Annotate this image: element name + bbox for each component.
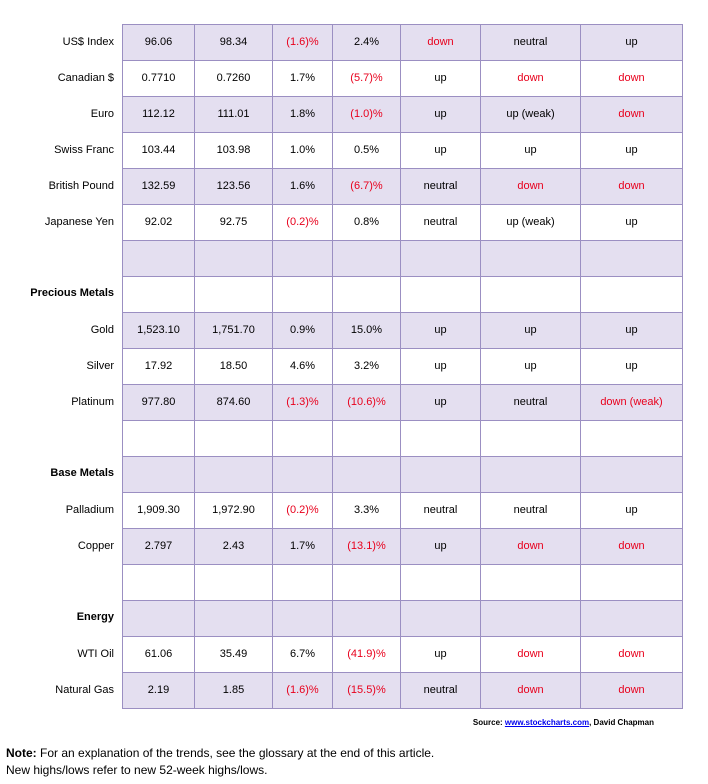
row-label: Natural Gas xyxy=(55,684,114,696)
current-value-cell: 103.44 xyxy=(122,132,194,168)
annual-change-cell: 2.4% xyxy=(332,24,400,60)
prior-value-cell: 1,972.90 xyxy=(194,492,272,528)
current-value-cell: 132.59 xyxy=(122,168,194,204)
table-row xyxy=(0,636,684,672)
section-row xyxy=(0,276,684,312)
long-trend-cell: down xyxy=(580,60,683,96)
medium-trend-cell: down xyxy=(480,60,580,96)
prior-value-cell: 98.34 xyxy=(194,24,272,60)
prior-value-cell: 92.75 xyxy=(194,204,272,240)
table-row xyxy=(0,672,684,708)
period-change-cell xyxy=(272,276,332,312)
period-change-cell: 1.7% xyxy=(272,528,332,564)
period-change-cell: (1.6)% xyxy=(272,24,332,60)
row-label xyxy=(0,240,114,276)
annual-change-cell: (13.1)% xyxy=(332,528,400,564)
row-label: Euro xyxy=(90,108,114,120)
row-divider xyxy=(122,636,683,637)
annual-change-cell: 15.0% xyxy=(332,312,400,348)
row-divider xyxy=(122,672,683,673)
row-label: Silver xyxy=(86,360,114,372)
footnote-line-2: New highs/lows refer to new 52-week highs/lows. xyxy=(6,763,268,777)
medium-trend-cell xyxy=(480,420,580,456)
table-row xyxy=(0,168,684,204)
medium-trend-cell: up xyxy=(480,312,580,348)
row-divider xyxy=(122,564,683,565)
annual-change-cell: (41.9)% xyxy=(332,636,400,672)
period-change-cell xyxy=(272,420,332,456)
row-divider xyxy=(122,312,683,313)
long-trend-cell xyxy=(580,276,683,312)
current-value-cell: 96.06 xyxy=(122,24,194,60)
long-trend-cell: up xyxy=(580,492,683,528)
annual-change-cell: (1.0)% xyxy=(332,96,400,132)
row-divider xyxy=(122,528,683,529)
annual-change-cell xyxy=(332,276,400,312)
medium-trend-cell: neutral xyxy=(480,24,580,60)
current-value-cell xyxy=(122,276,194,312)
annual-change-cell xyxy=(332,240,400,276)
short-trend-cell xyxy=(400,564,480,600)
medium-trend-cell xyxy=(480,564,580,600)
current-value-cell: 1,909.30 xyxy=(122,492,194,528)
prior-value-cell xyxy=(194,420,272,456)
prior-value-cell: 1,751.70 xyxy=(194,312,272,348)
row-divider xyxy=(122,492,683,493)
table-row xyxy=(0,492,684,528)
footnote-line-1 xyxy=(6,745,434,762)
long-trend-cell: up xyxy=(580,312,683,348)
current-value-cell: 0.7710 xyxy=(122,60,194,96)
medium-trend-cell: down xyxy=(480,672,580,708)
period-change-cell: (1.6)% xyxy=(272,672,332,708)
row-divider xyxy=(122,24,683,25)
prior-value-cell xyxy=(194,276,272,312)
row-divider xyxy=(122,132,683,133)
table-row xyxy=(0,24,684,60)
source-credit xyxy=(473,718,654,727)
row-divider xyxy=(122,348,683,349)
period-change-cell: 0.9% xyxy=(272,312,332,348)
prior-value-cell xyxy=(194,456,272,492)
period-change-cell: 1.8% xyxy=(272,96,332,132)
annual-change-cell: 0.5% xyxy=(332,132,400,168)
section-row xyxy=(0,456,684,492)
row-divider xyxy=(122,60,683,61)
long-trend-cell: up xyxy=(580,204,683,240)
short-trend-cell: up xyxy=(400,132,480,168)
long-trend-cell xyxy=(580,240,683,276)
row-divider xyxy=(122,96,683,97)
current-value-cell xyxy=(122,240,194,276)
long-trend-cell: down xyxy=(580,96,683,132)
short-trend-cell: neutral xyxy=(400,204,480,240)
blank-row xyxy=(0,564,684,600)
short-trend-cell: up xyxy=(400,528,480,564)
row-divider xyxy=(122,240,683,241)
medium-trend-cell: neutral xyxy=(480,492,580,528)
table-row xyxy=(0,312,684,348)
period-change-cell: (0.2)% xyxy=(272,204,332,240)
blank-row xyxy=(0,240,684,276)
short-trend-cell: up xyxy=(400,60,480,96)
section-row xyxy=(0,600,684,636)
table-row xyxy=(0,384,684,420)
table-row xyxy=(0,96,684,132)
medium-trend-cell: neutral xyxy=(480,384,580,420)
long-trend-cell: up xyxy=(580,24,683,60)
section-heading: Base Metals xyxy=(50,467,114,479)
medium-trend-cell xyxy=(480,456,580,492)
row-divider xyxy=(122,276,683,277)
prior-value-cell xyxy=(194,600,272,636)
section-heading: Precious Metals xyxy=(30,287,114,299)
period-change-cell xyxy=(272,600,332,636)
short-trend-cell: up xyxy=(400,96,480,132)
medium-trend-cell xyxy=(480,276,580,312)
row-label: Copper xyxy=(77,540,114,552)
row-label: US$ Index xyxy=(62,36,114,48)
row-label: Gold xyxy=(90,324,114,336)
medium-trend-cell: down xyxy=(480,168,580,204)
prior-value-cell xyxy=(194,240,272,276)
prior-value-cell: 2.43 xyxy=(194,528,272,564)
short-trend-cell: neutral xyxy=(400,168,480,204)
footnote xyxy=(6,745,434,779)
period-change-cell: (1.3)% xyxy=(272,384,332,420)
annual-change-cell: (6.7)% xyxy=(332,168,400,204)
short-trend-cell: up xyxy=(400,348,480,384)
note-text: For an explanation of the trends, see the glossary at the end of this article. xyxy=(36,746,435,760)
current-value-cell xyxy=(122,600,194,636)
prior-value-cell: 103.98 xyxy=(194,132,272,168)
medium-trend-cell: up xyxy=(480,132,580,168)
prior-value-cell xyxy=(194,564,272,600)
table-row xyxy=(0,348,684,384)
current-value-cell: 92.02 xyxy=(122,204,194,240)
row-label xyxy=(0,564,114,600)
medium-trend-cell: down xyxy=(480,528,580,564)
source-prefix: Source: xyxy=(472,718,505,727)
medium-trend-cell: up (weak) xyxy=(480,204,580,240)
short-trend-cell xyxy=(400,276,480,312)
short-trend-cell: up xyxy=(400,636,480,672)
short-trend-cell xyxy=(400,456,480,492)
current-value-cell: 112.12 xyxy=(122,96,194,132)
annual-change-cell: 0.8% xyxy=(332,204,400,240)
current-value-cell: 61.06 xyxy=(122,636,194,672)
prior-value-cell: 1.85 xyxy=(194,672,272,708)
medium-trend-cell: up (weak) xyxy=(480,96,580,132)
note-label: Note: xyxy=(6,746,37,760)
row-label: Japanese Yen xyxy=(44,216,114,228)
annual-change-cell: 3.2% xyxy=(332,348,400,384)
current-value-cell: 977.80 xyxy=(122,384,194,420)
current-value-cell: 2.19 xyxy=(122,672,194,708)
long-trend-cell: down xyxy=(580,672,683,708)
period-change-cell: 4.6% xyxy=(272,348,332,384)
medium-trend-cell xyxy=(480,240,580,276)
row-label: WTI Oil xyxy=(77,648,114,660)
annual-change-cell: (10.6)% xyxy=(332,384,400,420)
period-change-cell: 6.7% xyxy=(272,636,332,672)
prior-value-cell: 123.56 xyxy=(194,168,272,204)
current-value-cell xyxy=(122,564,194,600)
table-row xyxy=(0,132,684,168)
medium-trend-cell: down xyxy=(480,636,580,672)
current-value-cell xyxy=(122,456,194,492)
long-trend-cell: down xyxy=(580,636,683,672)
table-row xyxy=(0,60,684,96)
row-label: British Pound xyxy=(48,180,114,192)
row-divider xyxy=(122,168,683,169)
row-label: Swiss Franc xyxy=(54,144,114,156)
current-value-cell: 2.797 xyxy=(122,528,194,564)
prior-value-cell: 0.7260 xyxy=(194,60,272,96)
current-value-cell: 1,523.10 xyxy=(122,312,194,348)
long-trend-cell: down xyxy=(580,528,683,564)
prior-value-cell: 111.01 xyxy=(194,96,272,132)
period-change-cell xyxy=(272,240,332,276)
short-trend-cell: neutral xyxy=(400,492,480,528)
source-link[interactable]: www.stockcharts.com xyxy=(504,718,590,727)
period-change-cell: 1.0% xyxy=(272,132,332,168)
medium-trend-cell xyxy=(480,600,580,636)
row-divider xyxy=(122,420,683,421)
period-change-cell: 1.6% xyxy=(272,168,332,204)
period-change-cell: 1.7% xyxy=(272,60,332,96)
prior-value-cell: 35.49 xyxy=(194,636,272,672)
annual-change-cell: (15.5)% xyxy=(332,672,400,708)
short-trend-cell xyxy=(400,420,480,456)
short-trend-cell: down xyxy=(400,24,480,60)
blank-row xyxy=(0,420,684,456)
row-divider xyxy=(122,384,683,385)
long-trend-cell: down (weak) xyxy=(580,384,683,420)
long-trend-cell xyxy=(580,564,683,600)
current-value-cell: 17.92 xyxy=(122,348,194,384)
row-label: Palladium xyxy=(65,504,114,516)
short-trend-cell: up xyxy=(400,312,480,348)
long-trend-cell: up xyxy=(580,132,683,168)
period-change-cell xyxy=(272,564,332,600)
annual-change-cell xyxy=(332,420,400,456)
table-bottom-border xyxy=(122,708,683,709)
long-trend-cell: up xyxy=(580,348,683,384)
prior-value-cell: 874.60 xyxy=(194,384,272,420)
annual-change-cell xyxy=(332,456,400,492)
medium-trend-cell: up xyxy=(480,348,580,384)
annual-change-cell: (5.7)% xyxy=(332,60,400,96)
current-value-cell xyxy=(122,420,194,456)
row-divider xyxy=(122,204,683,205)
long-trend-cell xyxy=(580,600,683,636)
short-trend-cell: up xyxy=(400,384,480,420)
annual-change-cell: 3.3% xyxy=(332,492,400,528)
long-trend-cell xyxy=(580,420,683,456)
row-label xyxy=(0,420,114,456)
period-change-cell xyxy=(272,456,332,492)
row-label: Platinum xyxy=(71,396,114,408)
short-trend-cell xyxy=(400,600,480,636)
long-trend-cell: down xyxy=(580,168,683,204)
prior-value-cell: 18.50 xyxy=(194,348,272,384)
annual-change-cell xyxy=(332,600,400,636)
short-trend-cell xyxy=(400,240,480,276)
row-label: Canadian $ xyxy=(57,72,114,84)
row-divider xyxy=(122,600,683,601)
row-divider xyxy=(122,456,683,457)
period-change-cell: (0.2)% xyxy=(272,492,332,528)
table-row xyxy=(0,528,684,564)
annual-change-cell xyxy=(332,564,400,600)
short-trend-cell: neutral xyxy=(400,672,480,708)
source-author: , David Chapman xyxy=(589,718,654,727)
section-heading: Energy xyxy=(76,611,114,623)
table-row xyxy=(0,204,684,240)
long-trend-cell xyxy=(580,456,683,492)
